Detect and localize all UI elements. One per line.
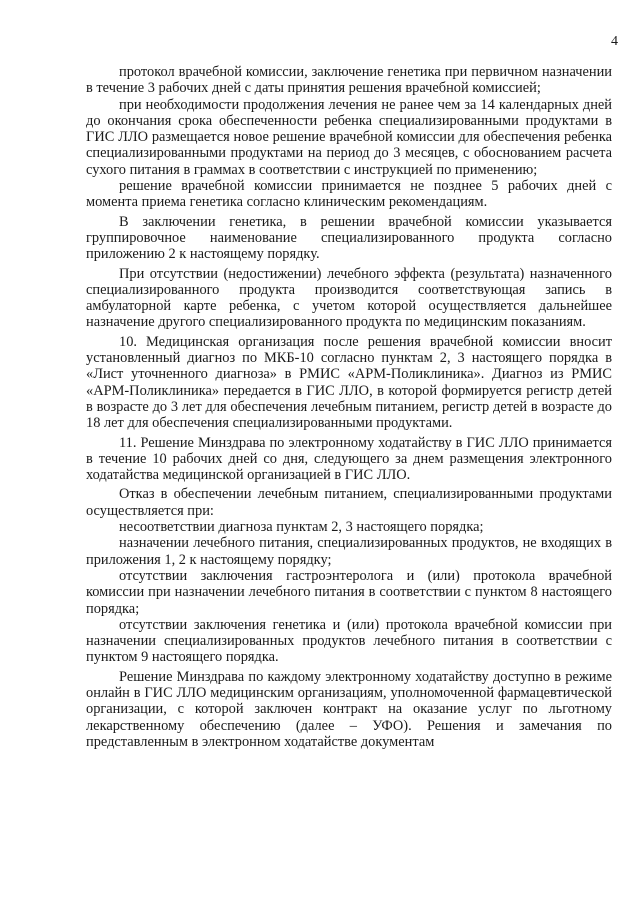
page-number: 4 <box>611 34 618 49</box>
paragraph: назначении лечебного питания, специализированных продуктов, не входящих в приложения 1, 2 к настоящему порядку; <box>86 535 612 568</box>
paragraph: отсутствии заключения генетика и (или) протокола врачебной комиссии при назначении специализированных продуктов лечебного питания в соответствии с пунктом 9 настоящего порядка. <box>86 616 612 666</box>
paragraph: протокол врачебной комиссии, заключение генетика при первичном назначении в течение 3 рабочих дней с даты принятия решения врачебной комиссией; <box>86 64 612 97</box>
paragraph: Отказ в обеспечении лечебным питанием, специализированными продуктами осуществляется при: <box>86 486 612 519</box>
paragraph: отсутствии заключения гастроэнтеролога и (или) протокола врачебной комиссии при назначении лечебного питания в соответствии с пунктом 8 настоящего порядка; <box>86 567 612 617</box>
paragraph: 11. Решение Минздрава по электронному ходатайству в ГИС ЛЛО принимается в течение 10 рабочих дней со дня, следующего за днем размещения электронного ходатайства медицинской организацией в ГИС ЛЛО. <box>86 434 612 484</box>
paragraph: 10. Медицинская организация после решения врачебной комиссии вносит установленный диагноз по МКБ-10 согласно пунктам 2, 3 настоящего порядка в «Лист уточненного диагноза» в РМИС «АРМ-Поликлиника». Диагноз из РМИС «АРМ-Поликлиника» передается в ГИС ЛЛО, в которой формируется регистр детей в возрасте до 3 лет для обеспечения лечебным питанием, регистр детей в возрасте до 18 лет для обеспечения специализированными продуктами. <box>86 333 612 432</box>
document-body <box>86 64 612 750</box>
paragraph: При отсутствии (недостижении) лечебного эффекта (результата) назначенного специализированного продукта производится соответствующая запись в амбулаторной карте ребенка, с учетом которой осуществляется дальнейшее назначение другого специализированного продукта по медицинским показаниям. <box>86 265 612 331</box>
paragraph: при необходимости продолжения лечения не ранее чем за 14 календарных дней до окончания срока обеспеченности ребенка специализированными продуктами в ГИС ЛЛО размещается новое решение врачебной комиссии для обеспечения ребенка специализированными продуктами на период до 3 месяцев, с обоснованием расчета сухого питания в граммах в соответствии с инструкцией по применению; <box>86 96 612 178</box>
paragraph: несоответствии диагноза пунктам 2, 3 настоящего порядка; <box>119 519 484 536</box>
paragraph: Решение Минздрава по каждому электронному ходатайству доступно в режиме онлайн в ГИС ЛЛО медицинским организациям, уполномоченной фармацевтической организации, с которой заключен контракт на оказание услуг по льготному лекарственному обеспечению (далее – УФО). Решения и замечания по представленным в электронном ходатайстве документам <box>86 668 612 750</box>
paragraph: В заключении генетика, в решении врачебной комиссии указывается группировочное наименование специализированного продукта согласно приложению 2 к настоящему порядку. <box>86 213 612 263</box>
paragraph: решение врачебной комиссии принимается не позднее 5 рабочих дней с момента приема генетика согласно клиническим рекомендациям. <box>86 178 612 211</box>
